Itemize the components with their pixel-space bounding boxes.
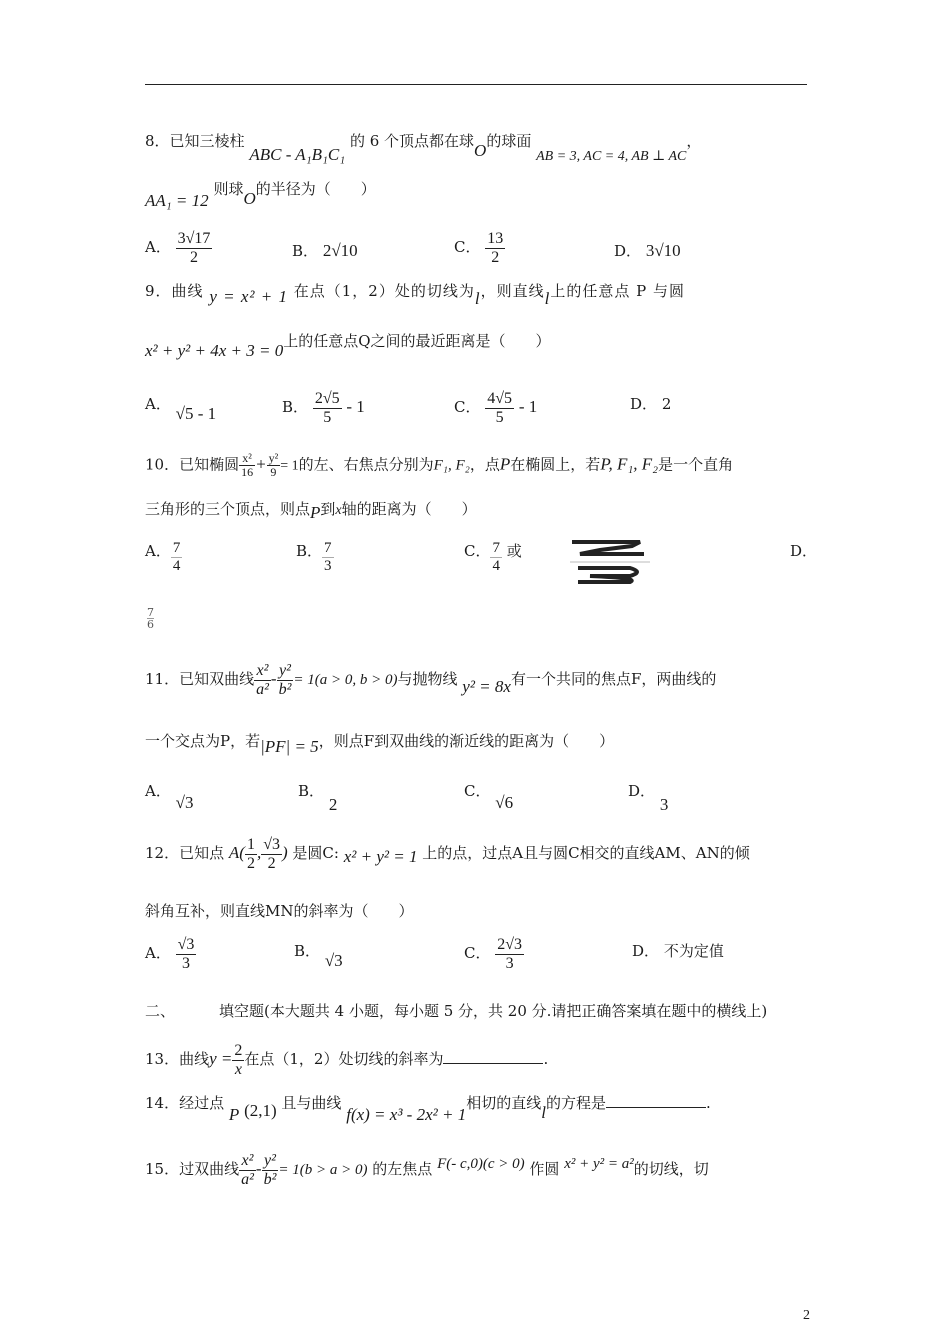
q9-math-l2: l [544,289,551,308]
fraction [176,936,197,972]
option-expr: 2 [328,795,338,814]
denominator: 16 [241,465,254,480]
q8-math-prism: ABC - A₁B₁C₁ [249,145,346,164]
numerator: x² [239,452,255,466]
option-label: B． [294,942,321,960]
q14-text-5: . [705,1094,711,1112]
header-rule [145,84,807,85]
option-tail: - 1 [346,397,365,417]
minus-sign: - [255,1159,262,1179]
q8-math-o: O [474,141,487,160]
q14-line [145,1092,711,1124]
q12-option-c [464,936,524,972]
q12-number: 12． [145,844,180,863]
q9-math-curve: y = x² + 1 [209,287,288,306]
fraction [262,1152,279,1188]
option-label: D． [790,542,818,560]
q11-math-parabola: y² = 8x [462,677,511,697]
q11-option-a [145,780,194,812]
option-expr: √3 [175,793,194,812]
numerator: 3√17 [177,230,211,247]
q11-option-b [298,780,338,814]
denominator: 2 [267,854,276,872]
q14-math-l: l [541,1103,546,1122]
q11-number: 11． [145,670,180,689]
q14-text-1: 经过点 [179,1094,225,1112]
numerator: 7 [172,540,181,556]
numerator: y² [277,662,294,681]
q10-option-b [296,540,334,574]
numerator: 1 [246,836,255,853]
q11-option-c [464,780,514,812]
fraction [485,390,514,426]
q9-option-a [145,393,217,423]
q10-number: 10． [145,455,180,474]
q15-math-focus: F(- c,0)(c > 0) [437,1156,525,1173]
fraction [267,452,281,479]
denominator: 9 [270,465,277,480]
q10-text-3: ，点 [469,455,500,474]
q9-math-circle: x² + y² + 4x + 3 = 0 [145,341,284,360]
q14-math-curve: f(x) = x³ - 2x² + 1 [346,1105,467,1124]
numerator: 7 [147,606,154,619]
q10-line2 [145,498,477,522]
q8-line1 [145,130,702,164]
q8-question-end: 的半径为（ ） [255,180,376,198]
equals: = 1(a > 0, b > 0) [293,672,398,689]
q14-text-2: 且与曲线 [281,1094,342,1112]
q12-line1 [145,836,750,872]
option-label: D． [632,942,660,960]
q10-text-1: 已知椭圆 [179,455,240,474]
numerator: 2√3 [497,936,523,953]
q9-question-end: 上的任意点Q之间的最近距离是（ ） [283,332,551,350]
q13-answer-blank[interactable] [443,1049,543,1064]
denominator: b² [263,1170,277,1188]
distorted-fraction-graphic [570,538,650,584]
denominator: 3 [324,557,332,574]
denominator: 3 [505,954,514,972]
q8-option-d [614,240,681,261]
q8-option-a [145,230,212,266]
numerator: 4√5 [487,390,513,407]
option-expr: √3 [324,951,343,970]
q14-answer-blank[interactable] [606,1093,706,1108]
numerator: y² [268,451,279,465]
q15-line [145,1152,709,1188]
numerator: 7 [492,540,500,556]
numerator: √3 [177,936,195,953]
q14-text-4: 的方程是 [545,1094,606,1112]
option-label: D． [630,395,658,413]
fraction [277,662,294,698]
q8-line2 [145,178,376,210]
q11-text-2: 与抛物线 [397,670,458,689]
denominator: 5 [323,408,332,426]
q12-line2 [145,900,414,921]
option-label: A． [145,944,171,963]
numerator: x² [239,1152,256,1171]
denominator: 2 [246,854,255,872]
q10-text-7: 到 [320,500,336,518]
numerator: y² [262,1152,279,1171]
numerator: 7 [324,540,332,556]
q9-option-d [630,393,671,414]
q11-text-3: 有一个共同的焦点F，两曲线的 [510,670,717,689]
q13-line [145,1042,548,1078]
q8-math-conditions: AB = 3, AC = 4, AB ⊥ AC [536,149,687,164]
denominator: 4 [172,557,181,574]
fraction [239,452,255,479]
fraction [322,540,334,574]
q14-number: 14． [145,1094,180,1112]
fraction [239,1152,256,1188]
option-label: D． [614,242,642,260]
option-label: A． [145,782,171,800]
option-label: A． [145,238,171,257]
q12-option-b [294,940,343,970]
fraction [490,540,502,574]
q10-option-c [464,540,522,574]
denominator: x [234,1060,242,1078]
q12-option-d [632,940,724,961]
q11-question-end: ，则点F到双曲线的渐近线的距离为（ ） [318,732,615,750]
q8-text-2: 的 6 个顶点都在球 [349,132,475,150]
q10-math-foci: F₁, F₂ [433,457,470,474]
q13-text-3: . [543,1050,549,1069]
denominator: b² [278,680,292,698]
option-expr: 3 [659,795,669,814]
q15-number: 15． [145,1160,180,1179]
q8-option-b [292,240,358,261]
q10-math-x: x [335,503,342,518]
option-label: C． [454,398,481,417]
q9-text-2: 在点（1，2）处的切线为 [293,282,475,300]
q10-math-points: P, F₁, F₂ [600,454,659,474]
q12-text-1: 已知点 [179,844,225,863]
numerator: 2√5 [314,390,340,407]
q10-small-fraction [147,607,154,630]
option-label: C． [464,782,491,800]
fraction [313,390,342,426]
q10-option-d [790,540,817,561]
option-tail: 或 [506,542,522,560]
q10-option-a [145,540,182,574]
option-expr: 3√10 [645,241,681,260]
numerator: 2 [234,1042,243,1059]
q9-math-l: l [474,289,481,308]
numerator: x² [254,662,271,681]
option-label: D． [628,782,656,800]
section-label: 二、 [145,1002,176,1020]
q10-text-5: 是一个直角 [658,455,734,474]
denominator: 2 [491,248,500,266]
q14-text-3: 相切的直线 [466,1094,542,1112]
option-tail: - 1 [518,397,538,417]
option-label: B． [282,398,309,417]
equals: = 1 [280,458,299,474]
q14-math-point: (2,1) [244,1101,277,1120]
q11-line2 [145,730,615,756]
q9-line1 [145,280,685,308]
option-expr: 2√10 [322,241,358,260]
fraction [232,1042,244,1078]
section-2-heading [145,1000,767,1021]
q9-option-c [454,390,537,426]
q8-math-o2: O [243,189,256,208]
q11-option-d [628,780,669,814]
q10-line1 [145,452,733,479]
option-label: C． [454,238,481,257]
option-expr: 不为定值 [663,942,724,960]
q8-text-3: 的球面 [486,132,532,150]
q9-option-b [282,390,365,426]
q15-text-4: 的切线，切 [633,1160,709,1179]
fraction [245,836,257,872]
option-expr: 2 [661,395,672,413]
q11-line1 [145,662,716,698]
numerator: √3 [263,836,280,853]
option-label: C． [464,944,491,963]
q8-text-4: ， [686,132,702,150]
q8-number: 8． [145,132,170,150]
q14-math-p: P [228,1105,240,1124]
q10-text-2: 的左、右焦点分别为 [298,455,434,474]
q10-text-4: 在椭圆上，若 [510,455,601,474]
fraction [261,836,282,872]
q8-text-1: 已知三棱柱 [169,132,245,150]
q11-math-pf: |PF| = 5 [260,737,319,756]
q9-text-3: ，则直线 [480,282,545,300]
denominator: 6 [147,618,154,631]
q12-text-3: 上的点，过点A且与圆C相交的直线AM、AN的倾 [422,844,750,863]
denominator: a² [256,680,269,698]
numerator: 13 [487,230,504,247]
option-expr: √5 - 1 [175,404,217,423]
q11-text-1: 已知双曲线 [179,670,255,689]
denominator: 2 [190,248,199,266]
fraction [254,662,271,698]
option-expr: √6 [495,793,514,812]
denominator: 4 [492,557,500,574]
option-label: B． [292,242,319,260]
fraction [176,230,213,266]
q10-math-p2: P [310,503,321,522]
q12-question-end: 斜角互补，则直线MN的斜率为（ ） [145,902,414,920]
q12-text-2: 是圆C: [292,844,339,863]
q10-text-6: 三角形的三个顶点，则点 [145,500,311,518]
q12-math-a-open: A( [228,843,245,863]
q15-text-3: 作圆 [529,1160,560,1179]
option-label: A． [145,395,171,413]
q13-number: 13． [145,1050,180,1069]
q10-math-p: P [499,454,511,474]
q15-text-2: 的左焦点 [372,1160,433,1179]
q12-option-a [145,936,196,972]
q8-option-c [454,230,505,266]
plus-sign: + [255,454,267,474]
fraction [495,936,524,972]
option-label: A． [145,542,171,560]
section-instructions: 填空题(本大题共 4 小题，每小题 5 分，共 20 分.请把正确答案填在题中的横线上) [219,1002,768,1020]
option-label: C． [464,542,491,560]
q15-math-circle: x² + y² = a² [564,1156,634,1173]
q13-math-y: y = [209,1049,233,1069]
comma: , [256,843,262,863]
q11-text-4: 一个交点为P，若 [145,732,261,750]
fraction [485,230,505,266]
q12-math-a-close: ) [281,843,288,863]
denominator: a² [241,1170,254,1188]
q9-number: 9． [145,282,172,300]
option-label: B． [298,782,325,800]
q15-text-1: 过双曲线 [179,1160,240,1179]
q12-math-circle: x² + y² = 1 [343,847,418,867]
q9-line2 [145,330,551,360]
denominator: 5 [495,408,504,426]
q10-question-end: 轴的距离为（ ） [341,500,477,518]
q9-text-1: 曲线 [171,282,204,300]
q9-text-4: 上的任意点 P 与圆 [550,282,685,300]
q13-text-2: 在点（1，2）处切线的斜率为 [244,1050,444,1069]
fraction [171,540,183,574]
denominator: 3 [182,954,191,972]
q13-text-1: 曲线 [179,1050,210,1069]
equals: = 1(b > a > 0) [278,1162,368,1179]
page-number: 2 [803,1308,810,1323]
q8-math-aa1: AA₁ = 12 [145,191,209,210]
q8-text-5: 则球 [213,180,244,198]
option-label: B． [296,542,323,560]
minus-sign: - [270,669,277,689]
